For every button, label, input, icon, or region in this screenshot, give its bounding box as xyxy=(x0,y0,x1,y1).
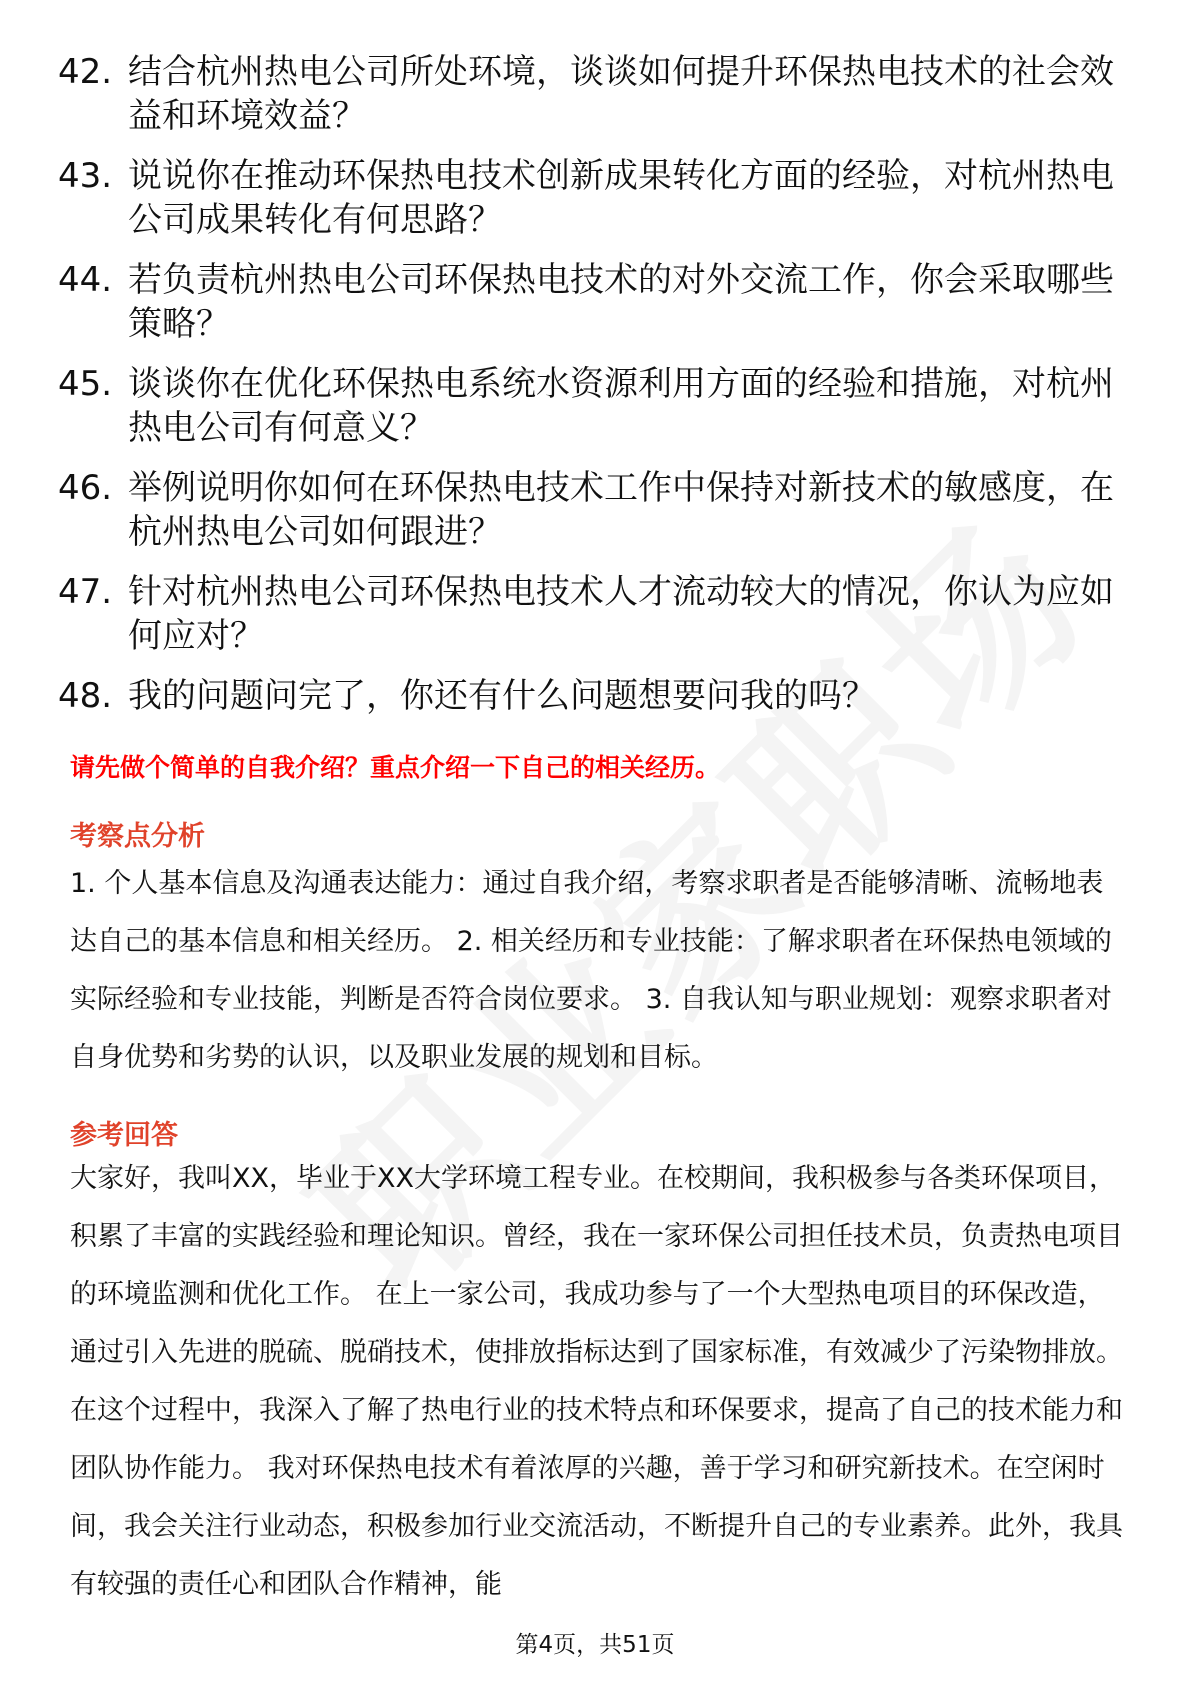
question-number: 42. xyxy=(58,52,113,92)
question-item xyxy=(58,154,1138,242)
question-text: 结合杭州热电公司所处环境，谈谈如何提升环保热电技术的社会效益和环境效益？ xyxy=(128,52,1114,136)
question-number: 44. xyxy=(58,260,113,300)
question-number: 48. xyxy=(58,676,113,716)
answer-text: 大家好，我叫XX，毕业于XX大学环境工程专业。在校期间，我积极参与各类环保项目，积累了丰富的实践经验和理论知识。曾经，我在一家环保公司担任技术员，负责热电项目的环境监测和优化工作。 在上一家公司，我成功参与了一个大型热电项目的环保改造，通过引入先进的脱硫、脱硝技术，使排放指标达到了国家标准，有效减少了污染物排放。在这个过程中，我深入了解了热电行业的技术特点和环保要求，提高了自己的技术能力和团队协作能力。 我对环保热电技术有着浓厚的兴趣，善于学习和研究新技术。在空闲时间，我会关注行业动态，积极参加行业交流活动，不断提升自己的专业素养。此外，我具有较强的责任心和团队合作精神，能 xyxy=(70,1163,1123,1600)
question-text: 若负责杭州热电公司环保热电技术的对外交流工作，你会采取哪些策略？ xyxy=(128,260,1114,344)
question-item xyxy=(58,50,1138,138)
analysis-text: 1. 个人基本信息及沟通表达能力：通过自我介绍，考察求职者是否能够清晰、流畅地表达自己的基本信息和相关经历。 2. 相关经历和专业技能：了解求职者在环保热电领域的实际经验和专业技能，判断是否符合岗位要求。 3. 自我认知与职业规划：观察求职者对自身优势和劣势的认识，以及职业发展的规划和目标。 xyxy=(70,868,1112,1073)
question-text: 说说你在推动环保热电技术创新成果转化方面的经验，对杭州热电公司成果转化有何思路？ xyxy=(128,156,1114,240)
analysis-heading: 考察点分析 xyxy=(70,821,205,852)
question-item xyxy=(58,570,1138,658)
question-text: 举例说明你如何在环保热电技术工作中保持对新技术的敏感度，在杭州热电公司如何跟进？ xyxy=(128,468,1114,552)
answer-heading: 参考回答 xyxy=(70,1120,178,1151)
question-item xyxy=(58,466,1138,554)
question-number: 45. xyxy=(58,364,113,404)
question-item xyxy=(58,674,1138,718)
question-item xyxy=(58,362,1138,450)
question-number: 46. xyxy=(58,468,113,508)
question-number: 43. xyxy=(58,156,113,196)
question-text: 针对杭州热电公司环保热电技术人才流动较大的情况，你认为应如何应对？ xyxy=(128,572,1114,656)
page-footer: 第4页，共51页 xyxy=(515,1632,675,1658)
question-text: 谈谈你在优化环保热电系统水资源利用方面的经验和措施，对杭州热电公司有何意义？ xyxy=(128,364,1114,448)
question-list xyxy=(58,50,1138,734)
question-text: 我的问题问完了，你还有什么问题想要问我的吗？ xyxy=(128,676,876,716)
question-item xyxy=(58,258,1138,346)
question-number: 47. xyxy=(58,572,113,612)
detail-question: 请先做个简单的自我介绍？重点介绍一下自己的相关经历。 xyxy=(70,753,721,782)
